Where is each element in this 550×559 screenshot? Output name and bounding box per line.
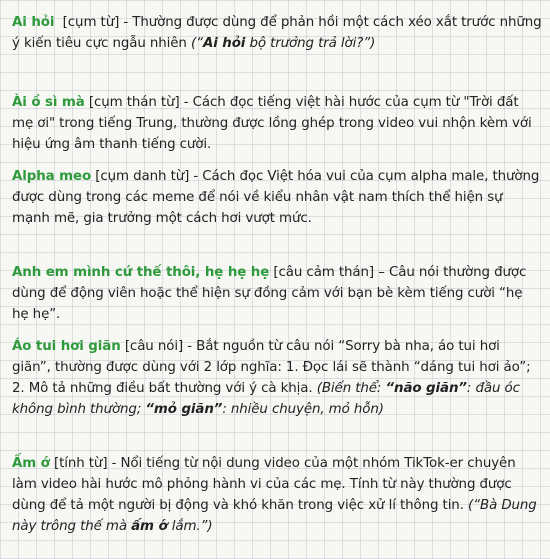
entry-term: Ài ồ sì mà	[12, 95, 85, 110]
entry-definition: - Cách đọc Việt hóa vui của cụm alpha male, thường được dùng trong các meme để nói về kiểu nhân vật nam thích thể hiện sự mạnh mẽ, gia trưởng một cách hơi vượt mức.	[12, 169, 540, 226]
entry-term: Anh em mình cứ thế thôi, hẹ hẹ hẹ	[12, 265, 270, 280]
entry-part-of-speech: [cụm danh từ]	[95, 169, 190, 184]
entry-variants: (Biến thể: “não giãn”: đầu óc không bình thường; “mỏ giãn”: nhiều chuyện, mỏ hỗn)	[12, 381, 520, 417]
entry-part-of-speech: [câu nói]	[124, 339, 184, 354]
entry-example: (“Bà Dung này trông thế mà ấm ớ lắm.”)	[12, 498, 537, 534]
entry-anh-em-minh	[12, 262, 542, 325]
entry-definition: – Câu nói thường được dùng để động viên hoặc thể hiện sự đồng cảm với bạn bè kèm tiếng cười “hẹ hẹ hẹ”.	[12, 265, 527, 322]
entry-definition: - Cách đọc tiếng việt hài hước của cụm từ "Trời đất mẹ ơi" trong tiếng Trung, thường được lồng ghép trong video vui nhộn kèm với hiệu ứng âm thanh tiếng cười.	[12, 95, 532, 152]
entry-term: Áo tui hơi giãn	[12, 339, 121, 354]
entry-part-of-speech: [câu cảm thán]	[273, 265, 375, 280]
entry-term: Alpha meo	[12, 169, 92, 184]
entry-am-o	[12, 453, 542, 537]
entry-definition: - Bắt nguồn từ câu nói “Sorry bà nha, áo tui hơi giãn”, thường được dùng với 2 lớp nghĩa: 1. Đọc lái sẽ thành “dáng tui hơi ảo”; 2. Mô tả những điều bất thường với ý cà khịa.	[12, 339, 531, 396]
entry-part-of-speech: [cụm từ]	[62, 15, 120, 30]
entry-term: Ấm ớ	[12, 456, 50, 471]
entry-part-of-speech: [cụm thán từ]	[88, 95, 180, 110]
entry-example: (“Ai hỏi bộ trưởng trả lời?”)	[190, 36, 376, 51]
entry-part-of-speech: [tính từ]	[53, 456, 108, 471]
entry-definition: - Nổi tiếng từ nội dung video của một nhóm TikTok-er chuyên làm video hài hước mô phỏng hành vi của các mẹ. Tính từ này thường được dùng để tả một người bị động và khó khăn trong việc xử lí thông tin.	[12, 456, 516, 513]
entry-definition: - Thường được dùng để phản hồi một cách xéo xắt trước những ý kiến tiêu cực ngẫu nhiên	[12, 15, 542, 51]
entry-ao-tui-hoi-gian	[12, 336, 542, 420]
entry-alpha-meo	[12, 166, 542, 229]
entry-ai-o-si-ma	[12, 92, 542, 155]
entry-term: Ai hỏi	[12, 15, 55, 30]
entry-ai-hoi	[12, 12, 542, 54]
